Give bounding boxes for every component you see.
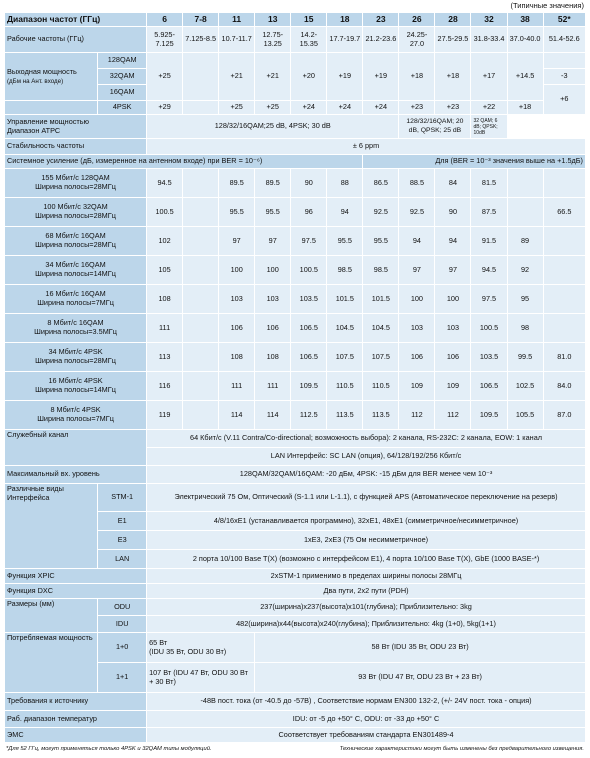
interfaces-label: Различные виды Интерфейса bbox=[5, 484, 98, 569]
power-cell: +22 bbox=[471, 101, 507, 115]
power-control-value: 32 QAM; 6 dB; QPSK; 10dB bbox=[471, 115, 507, 139]
gain-row-label: 100 Мбит/с 32QAM Ширина полосы=28МГц bbox=[5, 198, 147, 227]
power-control-value: 128/32/16QAM;25 dB, 4PSK; 30 dB bbox=[147, 115, 399, 139]
gain-cell: 95.5 bbox=[255, 198, 291, 227]
gain-row-label: 68 Мбит/с 16QAM Ширина полосы=28МГц bbox=[5, 227, 147, 256]
gain-cell: 106 bbox=[399, 343, 435, 372]
band-26: 26 bbox=[399, 13, 435, 27]
gain-cell: 97.5 bbox=[291, 227, 327, 256]
gain-row-label: 16 Мбит/с 16QAM Ширина полосы=7МГц bbox=[5, 285, 147, 314]
consumption-row bbox=[5, 633, 586, 663]
power-cell bbox=[183, 53, 219, 101]
gain-cell: 96 bbox=[291, 198, 327, 227]
gain-cell: 113 bbox=[147, 343, 183, 372]
emc-label: ЭМС bbox=[5, 728, 147, 743]
work-freq-cell: 12.75-13.25 bbox=[255, 27, 291, 53]
work-freq-cell: 21.2-23.6 bbox=[363, 27, 399, 53]
band-38: 38 bbox=[507, 13, 543, 27]
power-cell-52: -3 bbox=[543, 69, 585, 85]
power-cell: +19 bbox=[327, 53, 363, 101]
gain-header-row bbox=[5, 155, 586, 169]
gain-cell: 111 bbox=[147, 314, 183, 343]
gain-cell: 92 bbox=[507, 256, 543, 285]
specs-table bbox=[4, 12, 586, 743]
work-freq-cell: 51.4-52.6 bbox=[543, 27, 585, 53]
footnote-right: Технические характеристики могут быть изменены без предварительного извещения. bbox=[339, 746, 584, 752]
gain-cell: 103 bbox=[399, 314, 435, 343]
gain-cell: 106 bbox=[219, 314, 255, 343]
gain-cell: 98 bbox=[507, 314, 543, 343]
output-power-label bbox=[5, 53, 98, 101]
gain-cell: 89.5 bbox=[219, 169, 255, 198]
gain-cell: 89.5 bbox=[255, 169, 291, 198]
gain-cell: 98.5 bbox=[327, 256, 363, 285]
gain-cell: 112 bbox=[399, 401, 435, 430]
gain-cell: 92.5 bbox=[363, 198, 399, 227]
work-freq-cell: 5.925-7.125 bbox=[147, 27, 183, 53]
power-cell: +24 bbox=[327, 101, 363, 115]
output-power-title: Выходная мощность bbox=[7, 66, 77, 76]
power-cell bbox=[183, 101, 219, 115]
service-channel-row bbox=[5, 430, 586, 448]
gain-row-label: 34 Мбит/с 4PSK Ширина полосы=28МГц bbox=[5, 343, 147, 372]
band-32: 32 bbox=[471, 13, 507, 27]
gain-cell: 103.5 bbox=[471, 343, 507, 372]
work-freq-cell: 7.125-8.5 bbox=[183, 27, 219, 53]
gain-cell: 95.5 bbox=[363, 227, 399, 256]
band-7-8: 7-8 bbox=[183, 13, 219, 27]
source-row bbox=[5, 693, 586, 711]
gain-cell: 81.0 bbox=[543, 343, 585, 372]
power-cell: +19 bbox=[363, 53, 399, 101]
max-level-label: Максимальный вх. уровень bbox=[5, 466, 147, 484]
gain-cell: 97 bbox=[435, 256, 471, 285]
gain-cell: 114 bbox=[219, 401, 255, 430]
xpic-value: 2xSTM-1 применимо в пределах ширины полосы 28МГц bbox=[147, 569, 586, 584]
source-value: -48В пост. тока (от -40.5 до -57В) , Соответствие нормам EN300 132-2, (+/- 24V пост. тока - опция) bbox=[147, 693, 586, 711]
dxc-value: Два пути, 2x2 пути (PDH) bbox=[147, 584, 586, 599]
gain-cell: 106 bbox=[435, 343, 471, 372]
gain-cell: 113.5 bbox=[363, 401, 399, 430]
gain-cell: 90 bbox=[435, 198, 471, 227]
gain-cell: 110.5 bbox=[363, 372, 399, 401]
output-power-row bbox=[5, 101, 586, 115]
gain-row bbox=[5, 401, 586, 430]
gain-cell: 105.5 bbox=[507, 401, 543, 430]
gain-cell: 111 bbox=[219, 372, 255, 401]
mod-4psk: 4PSK bbox=[98, 101, 147, 115]
temp-label: Раб. диапазон температур bbox=[5, 711, 147, 728]
size-odu-value: 237(ширина)x237(высота)x101(глубина); Приблизительно: 3kg bbox=[147, 599, 586, 616]
gain-row bbox=[5, 372, 586, 401]
interface-value: 4/8/16xE1 (устанавливается программно), 32xE1, 48xE1 (симметричное/несимметричное) bbox=[147, 512, 586, 531]
gain-cell: 110.5 bbox=[327, 372, 363, 401]
gain-cell bbox=[543, 227, 585, 256]
gain-row-label: 8 Мбит/с 16QAM Ширина полосы=3.5МГц bbox=[5, 314, 147, 343]
gain-cell: 104.5 bbox=[363, 314, 399, 343]
interface-value: 2 порта 10/100 Base T(X) (возможно с интерфейсом E1), 4 порта 10/100 Base T(X), GbE (1000 BASE-*) bbox=[147, 550, 586, 569]
gain-cell: 107.5 bbox=[363, 343, 399, 372]
gain-row bbox=[5, 314, 586, 343]
gain-cell: 100.5 bbox=[147, 198, 183, 227]
power-cell: +18 bbox=[435, 53, 471, 101]
gain-cell bbox=[543, 256, 585, 285]
gain-row-label: 16 Мбит/с 4PSK Ширина полосы=14МГц bbox=[5, 372, 147, 401]
gain-cell: 87.5 bbox=[471, 198, 507, 227]
size-idu-value: 482(ширина)x44(высота)x240(глубина); Приблизительно: 4kg (1+0), 5kg(1+1) bbox=[147, 616, 586, 633]
band-15: 15 bbox=[291, 13, 327, 27]
gain-cell bbox=[183, 314, 219, 343]
power-cell: +24 bbox=[291, 101, 327, 115]
gain-cell: 91.5 bbox=[471, 227, 507, 256]
gain-cell: 107.5 bbox=[327, 343, 363, 372]
power-cell: +21 bbox=[255, 53, 291, 101]
gain-cell: 112.5 bbox=[291, 401, 327, 430]
gain-label: Системное усиление (дБ, измеренное на антенном входе) при BER = 10⁻⁶) bbox=[5, 155, 363, 169]
gain-cell: 106.5 bbox=[471, 372, 507, 401]
size-odu-name: ODU bbox=[98, 599, 147, 616]
power-cell: +29 bbox=[147, 101, 183, 115]
gain-note: Для (BER = 10⁻³ значения выше на +1.5дБ) bbox=[363, 155, 586, 169]
power-cell: +25 bbox=[255, 101, 291, 115]
work-freq-row bbox=[5, 27, 586, 53]
stability-value: ± 6 ppm bbox=[147, 139, 586, 155]
interface-name: E3 bbox=[98, 531, 147, 550]
gain-cell bbox=[543, 285, 585, 314]
power-cell: +23 bbox=[435, 101, 471, 115]
temp-row bbox=[5, 711, 586, 728]
gain-cell: 100 bbox=[219, 256, 255, 285]
dxc-label: Функция DXC bbox=[5, 584, 147, 599]
interface-name: E1 bbox=[98, 512, 147, 531]
gain-cell: 109.5 bbox=[291, 372, 327, 401]
power-control-label: Управление мощностью Диапазон АТРС bbox=[5, 115, 147, 139]
power-control-value: 128/32/16QAM; 20 dB, QPSK; 25 dB bbox=[399, 115, 471, 139]
gain-cell: 103 bbox=[435, 314, 471, 343]
gain-cell: 66.5 bbox=[543, 198, 585, 227]
max-level-value: 128QAM/32QAM/16QAM: -20 дБм, 4PSK: -15 дБм для BER менее чем 10⁻³ bbox=[147, 466, 586, 484]
gain-cell: 108 bbox=[147, 285, 183, 314]
gain-cell bbox=[543, 169, 585, 198]
output-power-unit: (дБм на Ант. входе) bbox=[7, 77, 64, 85]
interface-value: 1xE3, 2xE3 (75 Ом несимметричное) bbox=[147, 531, 586, 550]
gain-cell: 109.5 bbox=[471, 401, 507, 430]
gain-cell bbox=[183, 285, 219, 314]
gain-row bbox=[5, 198, 586, 227]
gain-cell: 87.0 bbox=[543, 401, 585, 430]
gain-cell: 98.5 bbox=[363, 256, 399, 285]
gain-cell bbox=[183, 198, 219, 227]
gain-cell bbox=[543, 314, 585, 343]
gain-cell: 113.5 bbox=[327, 401, 363, 430]
gain-cell: 103 bbox=[219, 285, 255, 314]
gain-cell: 116 bbox=[147, 372, 183, 401]
output-power-spacer bbox=[5, 101, 98, 115]
consumption-1plus1: 1+1 bbox=[98, 663, 147, 693]
gain-cell: 105 bbox=[147, 256, 183, 285]
gain-row bbox=[5, 343, 586, 372]
stability-label: Стабильность частоты bbox=[5, 139, 147, 155]
gain-cell: 102.5 bbox=[507, 372, 543, 401]
gain-cell: 103 bbox=[255, 285, 291, 314]
gain-cell: 100 bbox=[255, 256, 291, 285]
emc-row bbox=[5, 728, 586, 743]
gain-cell bbox=[183, 227, 219, 256]
service-channel-label: Служебный канал bbox=[5, 430, 147, 466]
power-cell-52: +6 bbox=[543, 85, 585, 115]
gain-cell bbox=[183, 256, 219, 285]
gain-cell: 100.5 bbox=[291, 256, 327, 285]
gain-cell: 100.5 bbox=[471, 314, 507, 343]
gain-cell: 101.5 bbox=[363, 285, 399, 314]
gain-cell: 88 bbox=[327, 169, 363, 198]
typical-values-note: (Типичные значения) bbox=[510, 1, 584, 10]
gain-cell: 106.5 bbox=[291, 343, 327, 372]
power-cell: +20 bbox=[291, 53, 327, 101]
power-cell: +18 bbox=[399, 53, 435, 101]
power-cell: +14.5 bbox=[507, 53, 543, 101]
gain-cell: 84.0 bbox=[543, 372, 585, 401]
work-freq-cell: 27.5-29.5 bbox=[435, 27, 471, 53]
work-freq-label: Рабочие частоты (ГГц) bbox=[5, 27, 147, 53]
gain-cell: 81.5 bbox=[471, 169, 507, 198]
gain-cell: 103.5 bbox=[291, 285, 327, 314]
consumption-value: 58 Вт (IDU 35 Вт, ODU 23 Вт) bbox=[255, 633, 586, 663]
gain-cell: 97 bbox=[399, 256, 435, 285]
gain-cell bbox=[507, 169, 543, 198]
gain-cell: 109 bbox=[435, 372, 471, 401]
gain-cell: 112 bbox=[435, 401, 471, 430]
gain-cell bbox=[183, 169, 219, 198]
gain-row bbox=[5, 285, 586, 314]
gain-cell: 97 bbox=[219, 227, 255, 256]
size-idu-name: IDU bbox=[98, 616, 147, 633]
max-level-row bbox=[5, 466, 586, 484]
work-freq-cell: 10.7-11.7 bbox=[219, 27, 255, 53]
band-13: 13 bbox=[255, 13, 291, 27]
gain-cell: 90 bbox=[291, 169, 327, 198]
gain-cell: 97 bbox=[255, 227, 291, 256]
consumption-value: 93 Вт (IDU 47 Вт, ODU 23 Вт + 23 Вт) bbox=[255, 663, 586, 693]
emc-value: Соответствует требованиям стандарта EN301489-4 bbox=[147, 728, 586, 743]
power-control-row bbox=[5, 115, 586, 139]
work-freq-cell: 37.0-40.0 bbox=[507, 27, 543, 53]
gain-cell bbox=[507, 198, 543, 227]
mod-32qam: 32QAM bbox=[98, 69, 147, 85]
gain-cell: 100 bbox=[399, 285, 435, 314]
header-row bbox=[5, 13, 586, 27]
service-channel-value: 64 Кбит/с (V.11 Contra/Co-directional; возможность выбора): 2 канала, RS-232C: 2 канала, EOW: 1 канал bbox=[147, 430, 586, 448]
gain-cell: 89 bbox=[507, 227, 543, 256]
gain-cell: 111 bbox=[255, 372, 291, 401]
gain-cell: 95.5 bbox=[327, 227, 363, 256]
gain-row-label: 8 Мбит/с 4PSK Ширина полосы=7МГц bbox=[5, 401, 147, 430]
band-header-label: Диапазон частот (ГГц) bbox=[5, 13, 147, 27]
temp-value: IDU: от -5 до +50° C, ODU: от -33 до +50° C bbox=[147, 711, 586, 728]
interface-value: Электрический 75 Ом, Оптический (S-1.1 или L-1.1), с функцией APS (Автоматическое переключение на резерв) bbox=[147, 484, 586, 512]
gain-cell: 106 bbox=[255, 314, 291, 343]
consumption-value: 107 Вт (IDU 47 Вт, ODU 30 Вт + 30 Вт) bbox=[147, 663, 255, 693]
gain-cell: 94 bbox=[435, 227, 471, 256]
power-cell: +24 bbox=[363, 101, 399, 115]
power-cell: +21 bbox=[219, 53, 255, 101]
gain-cell: 109 bbox=[399, 372, 435, 401]
gain-row bbox=[5, 227, 586, 256]
band-6: 6 bbox=[147, 13, 183, 27]
band-28: 28 bbox=[435, 13, 471, 27]
band-23: 23 bbox=[363, 13, 399, 27]
power-cell: +25 bbox=[219, 101, 255, 115]
gain-cell: 92.5 bbox=[399, 198, 435, 227]
mod-16qam: 16QAM bbox=[98, 85, 147, 101]
power-cell-52 bbox=[543, 53, 585, 69]
consumption-value: 65 Вт (IDU 35 Вт, ODU 30 Вт) bbox=[147, 633, 255, 663]
consumption-label: Потребляемая мощность bbox=[5, 633, 98, 693]
gain-cell: 101.5 bbox=[327, 285, 363, 314]
output-power-row bbox=[5, 53, 586, 69]
gain-cell: 104.5 bbox=[327, 314, 363, 343]
gain-cell: 88.5 bbox=[399, 169, 435, 198]
xpic-label: Функция XPIC bbox=[5, 569, 147, 584]
work-freq-cell: 31.8-33.4 bbox=[471, 27, 507, 53]
interface-name: STM-1 bbox=[98, 484, 147, 512]
gain-cell bbox=[183, 372, 219, 401]
stability-row bbox=[5, 139, 586, 155]
gain-cell: 108 bbox=[219, 343, 255, 372]
interface-name: LAN bbox=[98, 550, 147, 569]
source-label: Требования к источнику bbox=[5, 693, 147, 711]
gain-cell: 95 bbox=[507, 285, 543, 314]
dxc-row bbox=[5, 584, 586, 599]
power-cell: +23 bbox=[399, 101, 435, 115]
work-freq-cell: 24.25-27.0 bbox=[399, 27, 435, 53]
gain-cell: 94.5 bbox=[471, 256, 507, 285]
consumption-1plus0: 1+0 bbox=[98, 633, 147, 663]
footnote-left: *Для 52 ГГц, могут применяться только 4PSK и 32QAM типы модуляций. bbox=[6, 746, 212, 752]
xpic-row bbox=[5, 569, 586, 584]
work-freq-cell: 14.2-15.35 bbox=[291, 27, 327, 53]
work-freq-cell: 17.7-19.7 bbox=[327, 27, 363, 53]
gain-cell: 99.5 bbox=[507, 343, 543, 372]
band-52: 52* bbox=[543, 13, 585, 27]
size-row bbox=[5, 599, 586, 616]
mod-128qam: 128QAM bbox=[98, 53, 147, 69]
power-cell: +17 bbox=[471, 53, 507, 101]
gain-cell: 94.5 bbox=[147, 169, 183, 198]
gain-cell: 94 bbox=[327, 198, 363, 227]
gain-cell: 100 bbox=[435, 285, 471, 314]
gain-cell: 119 bbox=[147, 401, 183, 430]
gain-cell: 106.5 bbox=[291, 314, 327, 343]
band-11: 11 bbox=[219, 13, 255, 27]
gain-cell: 84 bbox=[435, 169, 471, 198]
gain-cell: 86.5 bbox=[363, 169, 399, 198]
power-cell: +18 bbox=[507, 101, 543, 115]
gain-cell: 102 bbox=[147, 227, 183, 256]
gain-row-label: 155 Мбит/с 128QAM Ширина полосы=28МГц bbox=[5, 169, 147, 198]
gain-cell: 108 bbox=[255, 343, 291, 372]
band-18: 18 bbox=[327, 13, 363, 27]
gain-row bbox=[5, 169, 586, 198]
power-cell: +25 bbox=[147, 53, 183, 101]
sizes-label: Размеры (мм) bbox=[5, 599, 98, 633]
gain-row-label: 34 Мбит/с 16QAM Ширина полосы=14МГц bbox=[5, 256, 147, 285]
gain-row bbox=[5, 256, 586, 285]
service-channel-value: LAN Интерфейс: SC LAN (опция), 64/128/192/256 Кбит/с bbox=[147, 448, 586, 466]
gain-cell: 114 bbox=[255, 401, 291, 430]
gain-cell bbox=[183, 343, 219, 372]
gain-cell: 97.5 bbox=[471, 285, 507, 314]
gain-cell: 94 bbox=[399, 227, 435, 256]
gain-cell: 95.5 bbox=[219, 198, 255, 227]
interface-row bbox=[5, 484, 586, 512]
gain-cell bbox=[183, 401, 219, 430]
